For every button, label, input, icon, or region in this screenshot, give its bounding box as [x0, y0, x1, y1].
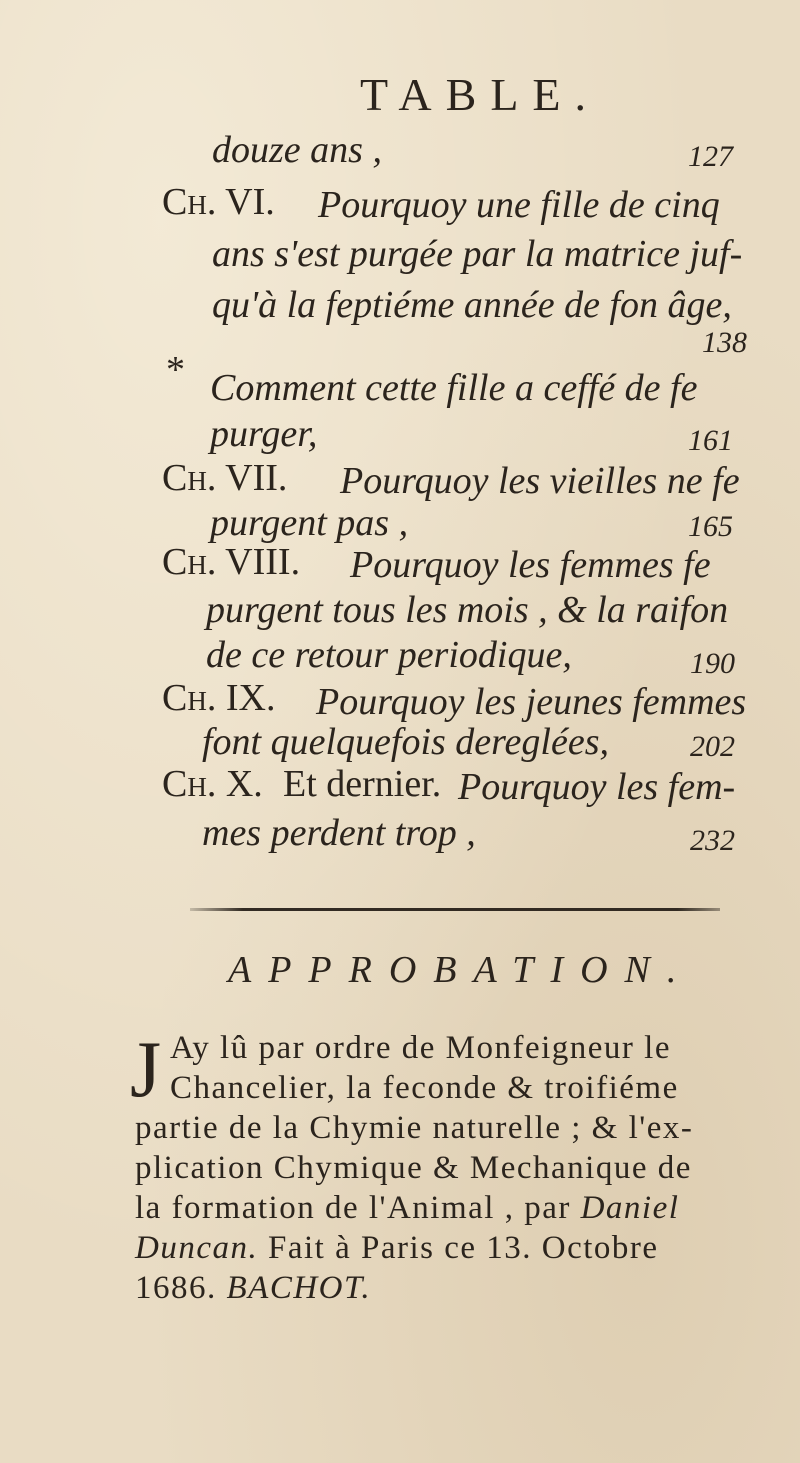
- toc-line-text: purgent pas ,: [210, 502, 409, 544]
- approbation-line: [135, 1270, 371, 1307]
- approbation-line: partie de la Chymie naturelle ; & l'ex-: [135, 1110, 694, 1146]
- toc-line-text: Pourquoy les femmes fe: [350, 544, 711, 586]
- toc-chapter-label: Ch. VI.: [162, 181, 275, 223]
- toc-page-number: 190: [690, 647, 735, 680]
- toc-chapter-label: Ch. IX.: [162, 677, 276, 719]
- toc-line-text: mes perdent trop ,: [202, 812, 476, 854]
- approbation-line: plication Chymique & Mechanique de: [135, 1150, 692, 1186]
- section-divider: [190, 908, 720, 911]
- toc-line-text: font quelquefois dereglées,: [202, 721, 609, 763]
- toc-line-text: qu'à la feptiéme année de fon âge,: [212, 284, 732, 326]
- toc-page-number: 202: [690, 730, 735, 763]
- signature: BACHOT.: [226, 1270, 372, 1306]
- approbation-line: Ay lû par ordre de Monfeigneur le: [170, 1030, 671, 1066]
- toc-line-text: Pourquoy les vieilles ne fe: [340, 460, 740, 502]
- toc-line-text: Pourquoy une fille de cinq: [318, 184, 720, 226]
- toc-line-text: ans s'est purgée par la matrice juf-: [212, 233, 743, 275]
- approbation-line-text: Fait à Paris ce 13. Octobre: [267, 1230, 659, 1266]
- approbation-line-text: la formation de l'Animal , par: [135, 1190, 571, 1226]
- toc-line-text: de ce retour periodique,: [206, 634, 572, 676]
- toc-line-text: Pourquoy les jeunes femmes: [316, 681, 747, 723]
- toc-chapter-label: Ch. VII.: [162, 457, 288, 499]
- author-last-name: Duncan.: [135, 1230, 259, 1266]
- author-first-name: Daniel: [580, 1190, 680, 1226]
- toc-line-text: Pourquoy les fem-: [458, 766, 736, 808]
- toc-page-number: 165: [688, 510, 733, 543]
- asterisk-mark: *: [166, 349, 185, 391]
- toc-line-text: purger,: [210, 413, 318, 455]
- toc-line-text: purgent tous les mois , & la raifon: [206, 589, 729, 631]
- page-title: TABLE.: [360, 69, 601, 120]
- toc-chapter-label: Ch. VIII.: [162, 541, 301, 583]
- toc-page-number: 138: [702, 326, 747, 359]
- toc-page-number: 127: [688, 140, 733, 173]
- toc-page-number: 232: [690, 824, 735, 857]
- toc-chapter-label: Ch. X.: [162, 763, 263, 805]
- toc-line-text: Et dernier.: [283, 763, 442, 805]
- approbation-heading: APPROBATION.: [228, 949, 694, 991]
- toc-line-text: douze ans ,: [212, 129, 382, 171]
- toc-line-text: Comment cette fille a ceffé de fe: [210, 367, 698, 409]
- approbation-line: Chancelier, la feconde & troifiéme: [170, 1070, 679, 1106]
- approbation-line: [135, 1230, 659, 1267]
- approbation-date: 1686.: [135, 1270, 217, 1306]
- drop-cap: J: [130, 1026, 162, 1114]
- approbation-line: [135, 1190, 679, 1227]
- toc-page-number: 161: [688, 424, 733, 457]
